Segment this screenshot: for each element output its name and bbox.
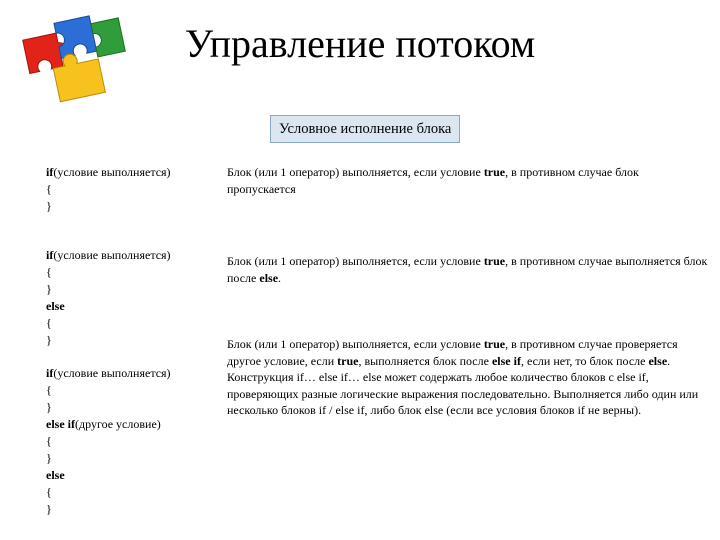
puzzle-pieces-logo-icon <box>14 10 134 110</box>
desc-text: , в противном случае блок пропускается <box>227 165 639 196</box>
desc-text: Блок (или 1 оператор) выполняется, если условие <box>227 337 484 351</box>
section-label: Условное исполнение блока <box>270 115 460 143</box>
code-condition: (условие выполняется) <box>53 366 171 380</box>
code-condition: (условие выполняется) <box>53 248 171 262</box>
code-brace-open: { <box>46 182 52 196</box>
code-block-if-elseif-else <box>46 365 171 518</box>
code-brace-close: } <box>46 451 52 465</box>
keyword-else: else <box>648 353 668 368</box>
code-block-if <box>46 164 171 215</box>
code-brace-open: { <box>46 383 52 397</box>
desc-text: . <box>667 353 671 368</box>
code-block-if-else <box>46 247 171 349</box>
keyword-if: if <box>46 165 54 179</box>
keyword-if: if <box>46 248 54 262</box>
keyword-true: true <box>483 337 506 351</box>
desc-text: Блок (или 1 оператор) выполняется, если условие <box>227 254 484 268</box>
code-condition: (другое условие) <box>75 417 161 431</box>
desc-text-construction: Конструкция if… else if… else может содержать любое количество блоков с else if, проверяющих разные логические выражения последовательно. Выполняется либо один или несколько блоков if / else if, либо блок else (если все условия блоков if не верны). <box>227 370 699 418</box>
keyword-true: true <box>483 165 506 179</box>
keyword-true: true <box>483 254 506 268</box>
keyword-if: if <box>46 366 54 380</box>
keyword-else-if: else if <box>46 417 75 431</box>
page-title: Управление потоком <box>184 21 536 66</box>
keyword-else: else <box>46 468 65 482</box>
puzzle-piece-blue <box>54 16 97 59</box>
desc-text: , если нет, то блок после <box>520 353 649 368</box>
description-if-else <box>227 253 710 286</box>
code-brace-close: } <box>46 199 52 213</box>
desc-text: , в противном случае проверяется другое условие, если <box>227 337 678 368</box>
code-brace-close: } <box>46 502 52 516</box>
keyword-else: else <box>46 299 65 313</box>
code-brace-close: } <box>46 400 52 414</box>
code-brace-open: { <box>46 434 52 448</box>
desc-text: Блок (или 1 оператор) выполняется, если условие <box>227 165 484 179</box>
desc-text: . <box>278 270 282 285</box>
code-brace-close: } <box>46 282 52 296</box>
code-condition: (условие выполняется) <box>53 165 171 179</box>
code-brace-open: { <box>46 485 52 499</box>
description-if <box>227 164 710 197</box>
code-brace-close: } <box>46 333 52 347</box>
keyword-true: true <box>337 353 359 368</box>
keyword-else-if: else if <box>491 353 521 368</box>
code-brace-open: { <box>46 316 52 330</box>
keyword-else: else <box>259 270 279 285</box>
description-if-elseif-else <box>227 336 710 419</box>
code-brace-open: { <box>46 265 52 279</box>
desc-text: , в противном случае выполняется блок после <box>227 254 708 285</box>
desc-text: , выполняется блок после <box>358 353 492 368</box>
